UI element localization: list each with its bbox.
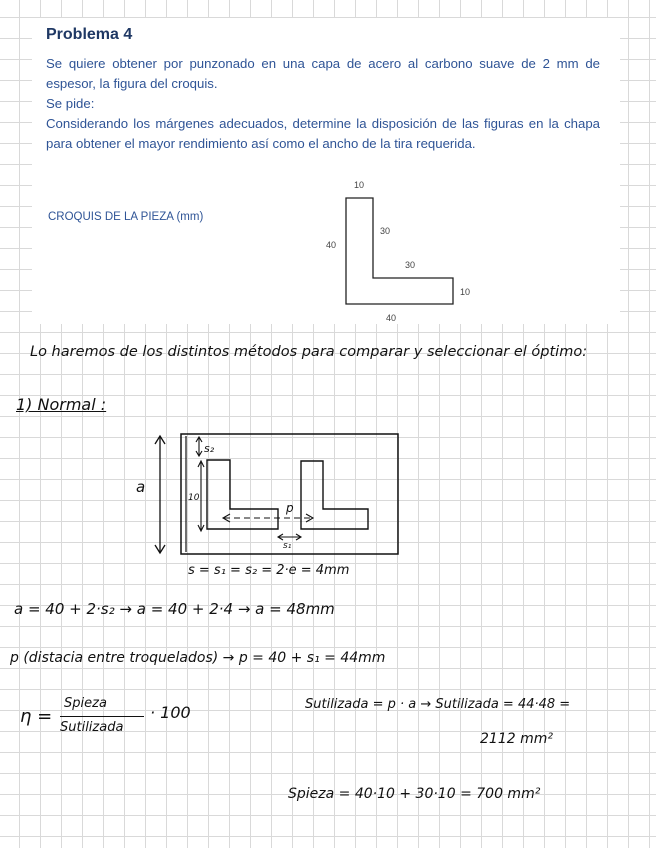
problem-requirement: Considerando los márgenes adecuados, determine la disposición de las figuras en la chapa para obtener el mayor rendimiento así como el ancho de la tira requerida. bbox=[46, 116, 600, 151]
s1-label: s₁ bbox=[283, 541, 292, 551]
problem-title: Problema 4 bbox=[46, 26, 133, 43]
s2-label: s₂ bbox=[204, 442, 215, 455]
ask-label: Se pide: bbox=[46, 96, 95, 111]
dim-right-height: 10 bbox=[460, 287, 471, 297]
used-area-line-1: Sutilizada = p · a → Sutilizada = 44·48 = bbox=[305, 697, 571, 712]
width-label: a bbox=[136, 478, 146, 496]
l-piece-1 bbox=[207, 460, 278, 529]
sketch-label: CROQUIS DE LA PIEZA (mm) bbox=[48, 211, 204, 223]
problem-statement: Se quiere obtener por punzonado en una capa de acero al carbono suave de 2 mm de espesor, la figura del croquis. bbox=[46, 56, 600, 91]
efficiency-symbol: η = bbox=[20, 706, 53, 727]
dim-top-width: 10 bbox=[354, 180, 365, 190]
pitch-label: p bbox=[286, 501, 294, 515]
height-label: 10 bbox=[188, 493, 200, 503]
fraction-bar bbox=[60, 716, 144, 717]
intro-note: Lo haremos de los distintos métodos para comparar y seleccionar el óptimo: bbox=[30, 344, 588, 360]
dim-inner-vertical: 30 bbox=[380, 226, 391, 236]
s1-arrow bbox=[278, 534, 301, 540]
efficiency-factor: · 100 bbox=[150, 703, 191, 722]
efficiency-numerator: Spieza bbox=[64, 696, 107, 711]
method-1-heading: 1) Normal : bbox=[16, 395, 107, 414]
dim-inner-horizontal: 30 bbox=[405, 260, 416, 270]
used-area-line-2: 2112 mm² bbox=[480, 731, 553, 747]
efficiency-denominator: Sutilizada bbox=[60, 720, 124, 735]
margin-formula: s = s₁ = s₂ = 2·e = 4mm bbox=[188, 563, 350, 578]
dim-left-height: 40 bbox=[326, 240, 337, 250]
s2-arrow bbox=[196, 437, 202, 456]
width-formula: a = 40 + 2·s₂ → a = 40 + 2·4 → a = 48mm bbox=[14, 600, 335, 618]
piece-area: Spieza = 40·10 + 30·10 = 700 mm² bbox=[288, 786, 541, 802]
pitch-formula: p (distacia entre troquelados) → p = 40 + s₁ = 44mm bbox=[10, 650, 386, 666]
dim-bottom-width: 40 bbox=[386, 313, 397, 323]
